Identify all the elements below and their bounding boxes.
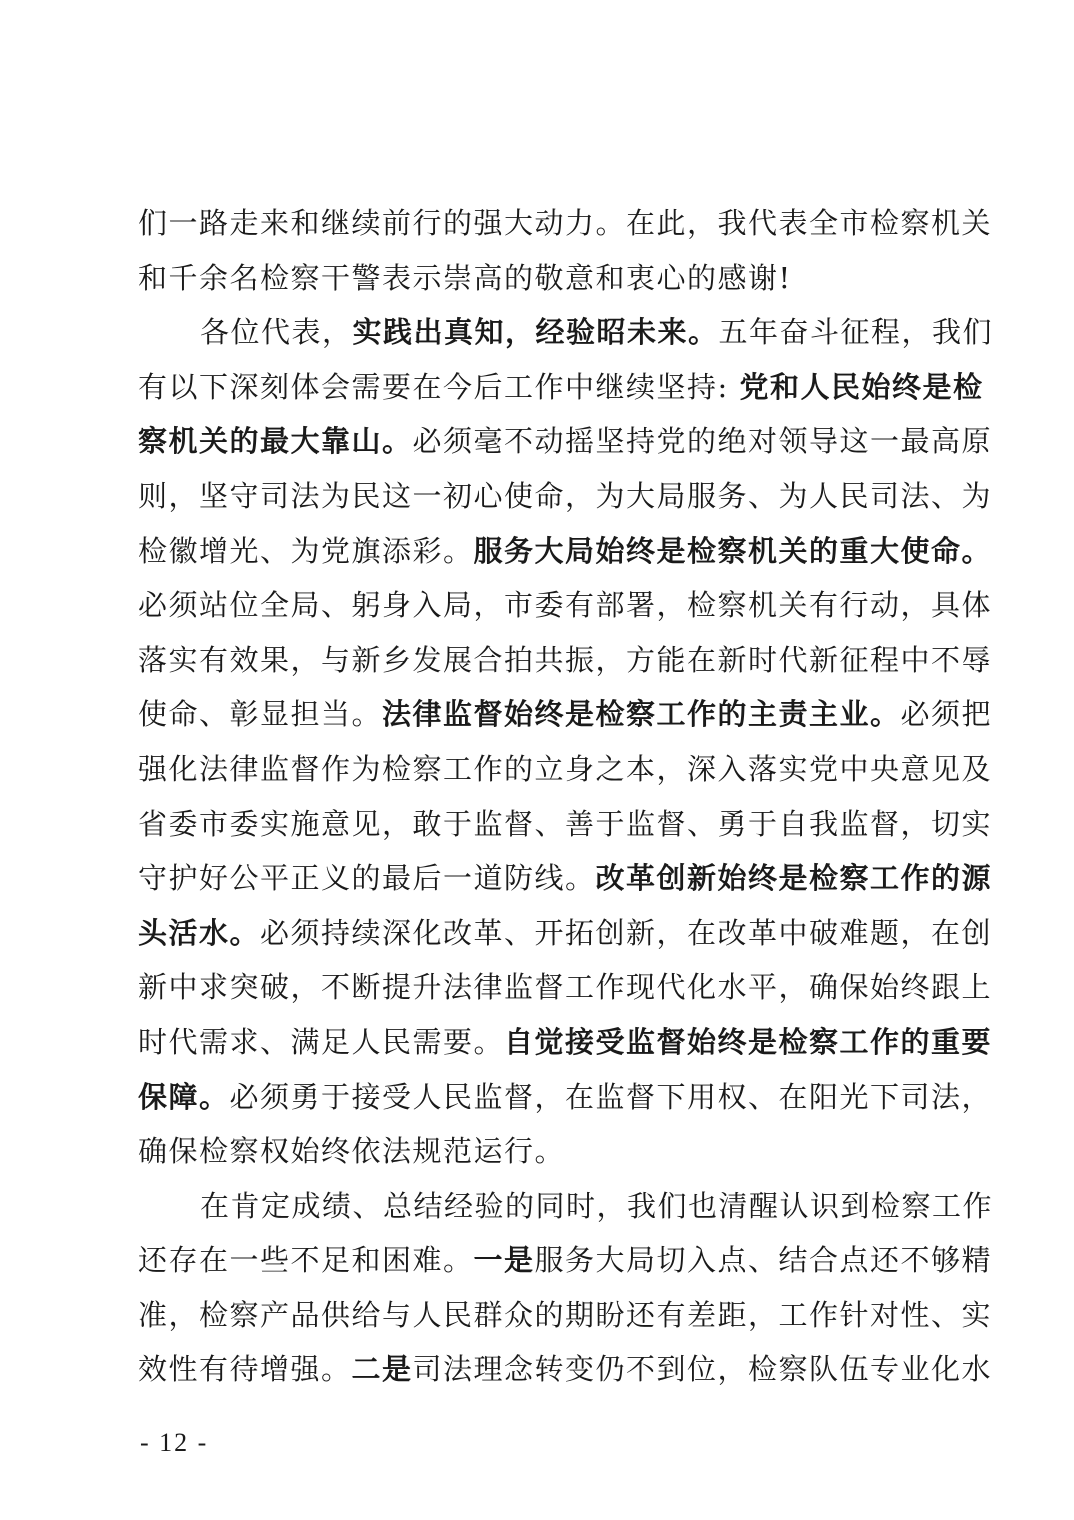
text-run: 有以下深刻体会需要在今后工作中继续坚持: [138, 369, 740, 404]
text-line [138, 1233, 993, 1288]
text-run: 落实有效果，与新乡发展合拍共振，方能在新时代新征程中不辱 [138, 642, 993, 677]
text-run: 各位代表， [200, 315, 353, 350]
text-line [138, 1070, 993, 1125]
text-line [138, 1288, 993, 1343]
bold-run: 改革创新始终是检察工作的源 [595, 861, 993, 896]
text-line [138, 633, 993, 688]
text-line [138, 251, 938, 306]
text-line [138, 742, 993, 797]
text-line [138, 687, 993, 742]
bold-run: 一是 [473, 1243, 535, 1278]
text-run: 确保检察权始终依法规范运行。 [138, 1134, 566, 1169]
bold-run: 头活水。 [138, 915, 261, 950]
text-run: 时代需求、满足人民需要。 [138, 1024, 505, 1059]
text-run: 省委市委实施意见，敢于监督、善于监督、勇于自我监督，切实 [138, 806, 993, 841]
text-line [138, 196, 993, 251]
bold-run: 二是 [351, 1352, 413, 1387]
text-run: 服务大局切入点、结合点还不够精 [534, 1243, 993, 1278]
text-line [138, 960, 993, 1015]
bold-run: 法律监督始终是检察工作的主责主业。 [382, 697, 901, 732]
text-run: 和千余名检察干警表示崇高的敬意和衷心的感谢! [138, 260, 792, 295]
bold-run: 党和人民始终是检 [739, 369, 984, 404]
bold-run: 保障。 [138, 1079, 230, 1114]
text-line [138, 360, 984, 415]
document-body [138, 196, 994, 1397]
text-line [138, 906, 993, 961]
text-run: 司法理念转变仍不到位，检察队伍专业化水 [412, 1352, 993, 1387]
text-run: 效性有待增强。 [138, 1352, 352, 1387]
text-run: 们一路走来和继续前行的强大动力。在此，我代表全市检察机关 [138, 206, 993, 240]
text-line [138, 797, 993, 852]
text-line [138, 414, 993, 469]
text-run: 必须把 [900, 697, 993, 732]
page-number: - 12 - [140, 1428, 209, 1457]
bold-run: 服务大局始终是检察机关的重大使命。 [473, 533, 993, 568]
text-line [138, 578, 993, 633]
text-run: 在肯定成绩、总结经验的同时，我们也清醒认识到检察工作 [200, 1188, 994, 1223]
text-run: 新中求突破，不断提升法律监督工作现代化水平，确保始终跟上 [138, 970, 993, 1005]
text-line [138, 1015, 993, 1070]
text-run: 使命、彰显担当。 [138, 697, 383, 732]
bold-run: 实践出真知，经验昭未来。 [352, 315, 719, 350]
text-run: 必须毫不动摇坚持党的绝对领导这一最高原 [412, 424, 993, 459]
text-line [138, 1342, 993, 1397]
text-run: 检徽增光、为党旗添彩。 [138, 533, 474, 568]
text-run: 必须勇于接受人民监督，在监督下用权、在阳光下司法， [229, 1079, 993, 1114]
bold-run: 察机关的最大靠山。 [138, 424, 413, 459]
text-run: 必须站位全局、躬身入局，市委有部署，检察机关有行动，具体 [138, 588, 993, 623]
text-run: 五年奋斗征程，我们 [718, 315, 994, 350]
text-line [138, 1179, 994, 1234]
text-run: 则，坚守司法为民这一初心使命，为大局服务、为人民司法、为 [138, 478, 993, 513]
text-run: 必须持续深化改革、开拓创新，在改革中破难题，在创 [260, 915, 993, 950]
text-line [138, 524, 993, 579]
bold-run: 自觉接受监督始终是检察工作的重要 [504, 1024, 993, 1059]
text-line [138, 851, 993, 906]
text-run: 强化法律监督作为检察工作的立身之本，深入落实党中央意见及 [138, 751, 993, 786]
text-line [138, 469, 993, 524]
text-run: 准，检察产品供给与人民群众的期盼还有差距，工作针对性、实 [138, 1297, 993, 1332]
text-line [138, 305, 994, 360]
text-run: 守护好公平正义的最后一道防线。 [138, 861, 596, 896]
text-line [138, 1124, 938, 1179]
text-run: 还存在一些不足和困难。 [138, 1243, 474, 1278]
